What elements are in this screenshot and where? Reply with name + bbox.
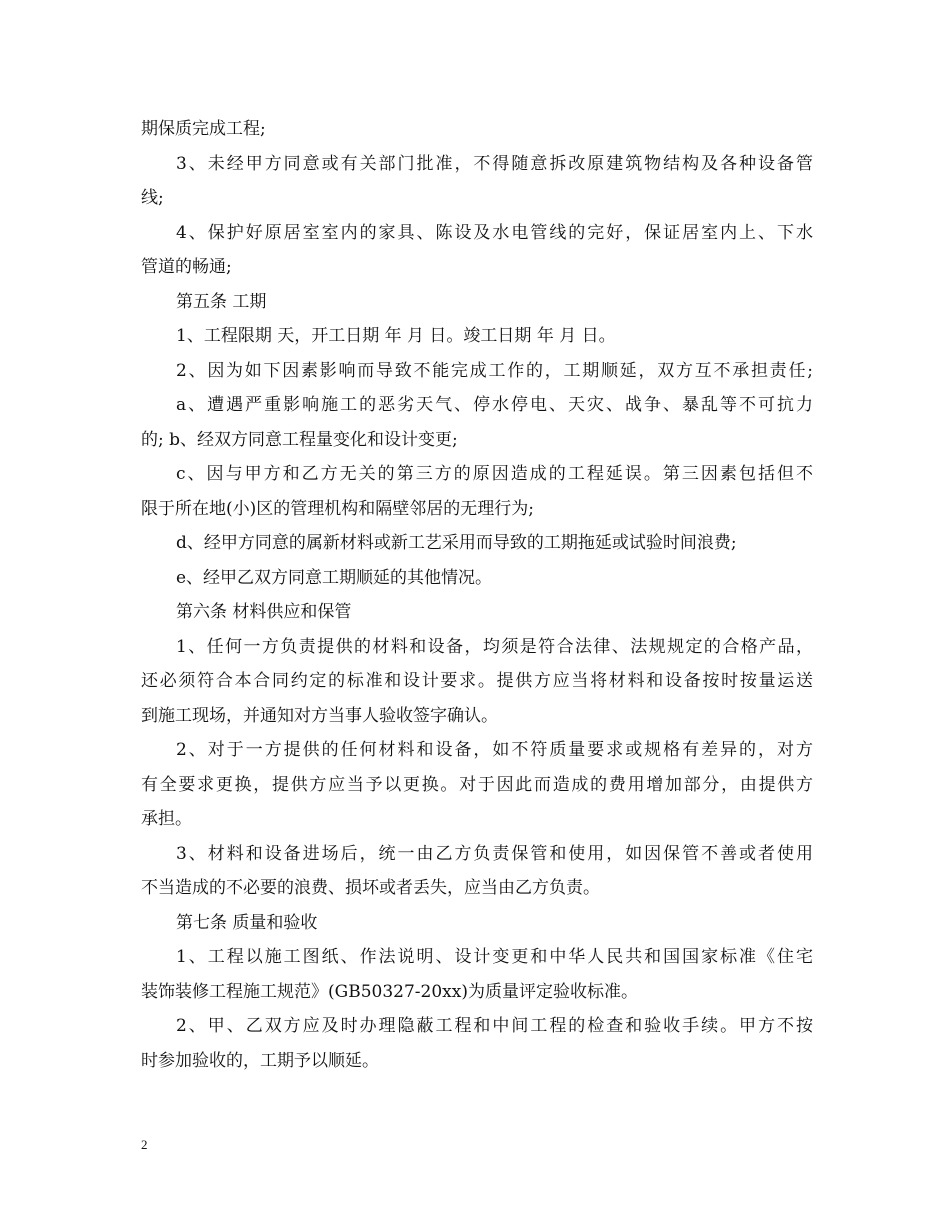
text-line: e、经甲乙双方同意工期顺延的其他情况。 [176, 567, 493, 588]
text-line: c、因与甲方和乙方无关的第三方的原因造成的工程延误。第三因素包括但不 [176, 464, 813, 484]
text-line: 装饰装修工程施工规范》(GB50327-20xx)为质量评定验收标准。 [141, 981, 638, 1002]
page-number: 2 [141, 1137, 148, 1152]
text-line: 承担。 [141, 809, 192, 829]
text-line: 不当造成的不必要的浪费、损坏或者丢失，应当由乙方负责。 [141, 878, 600, 898]
text-line: 第五条 工期 [176, 291, 267, 312]
text-line: 2、因为如下因素影响而导致不能完成工作的，工期顺延，双方互不承担责任; [176, 360, 813, 381]
text-line: 的; b、经双方同意工程量变化和设计变更; [141, 429, 458, 450]
text-line: 到施工现场，并通知对方当事人验收签字确认。 [141, 705, 498, 726]
text-line: 4、保护好原居室室内的家具、陈设及水电管线的完好，保证居室内上、下水 [176, 222, 813, 243]
text-line: 有全要求更换，提供方应当予以更换。对于因此而造成的费用增加部分，由提供方 [141, 774, 813, 795]
text-line: a、遭遇严重影响施工的恶劣天气、停水停电、天灾、战争、暴乱等不可抗力 [176, 395, 813, 415]
text-line: 1、工程以施工图纸、作法说明、设计变更和中华人民共和国国家标准《住宅 [176, 947, 813, 967]
text-line: 管道的畅通; [141, 257, 232, 277]
text-line: 2、甲、乙双方应及时办理隐蔽工程和中间工程的检查和验收手续。甲方不按 [176, 1016, 813, 1036]
text-line: 线; [141, 188, 164, 208]
text-line: 期保质完成工程; [141, 119, 266, 139]
text-line: 第七条 质量和验收 [176, 912, 318, 933]
text-line: 1、任何一方负责提供的材料和设备，均须是符合法律、法规规定的合格产品， [176, 636, 813, 657]
text-line: 第六条 材料供应和保管 [176, 602, 352, 622]
text-line: d、经甲方同意的属新材料或新工艺采用而导致的工期拖延或试验时间浪费; [176, 533, 737, 553]
text-line: 还必须符合本合同约定的标准和设计要求。提供方应当将材料和设备按时按量运送 [141, 671, 813, 691]
text-line: 3、材料和设备进场后，统一由乙方负责保管和使用，如因保管不善或者使用 [176, 843, 813, 864]
text-line: 时参加验收的，工期予以顺延。 [141, 1050, 379, 1071]
text-line: 2、对于一方提供的任何材料和设备，如不符质量要求或规格有差异的，对方 [176, 740, 813, 760]
text-line: 1、工程限期 天，开工日期 年 月 日。竣工日期 年 月 日。 [176, 326, 616, 346]
text-line: 限于所在地(小)区的管理机构和隔壁邻居的无理行为; [141, 498, 534, 519]
text-line: 3、未经甲方同意或有关部门批准，不得随意拆改原建筑物结构及各种设备管 [176, 153, 813, 174]
